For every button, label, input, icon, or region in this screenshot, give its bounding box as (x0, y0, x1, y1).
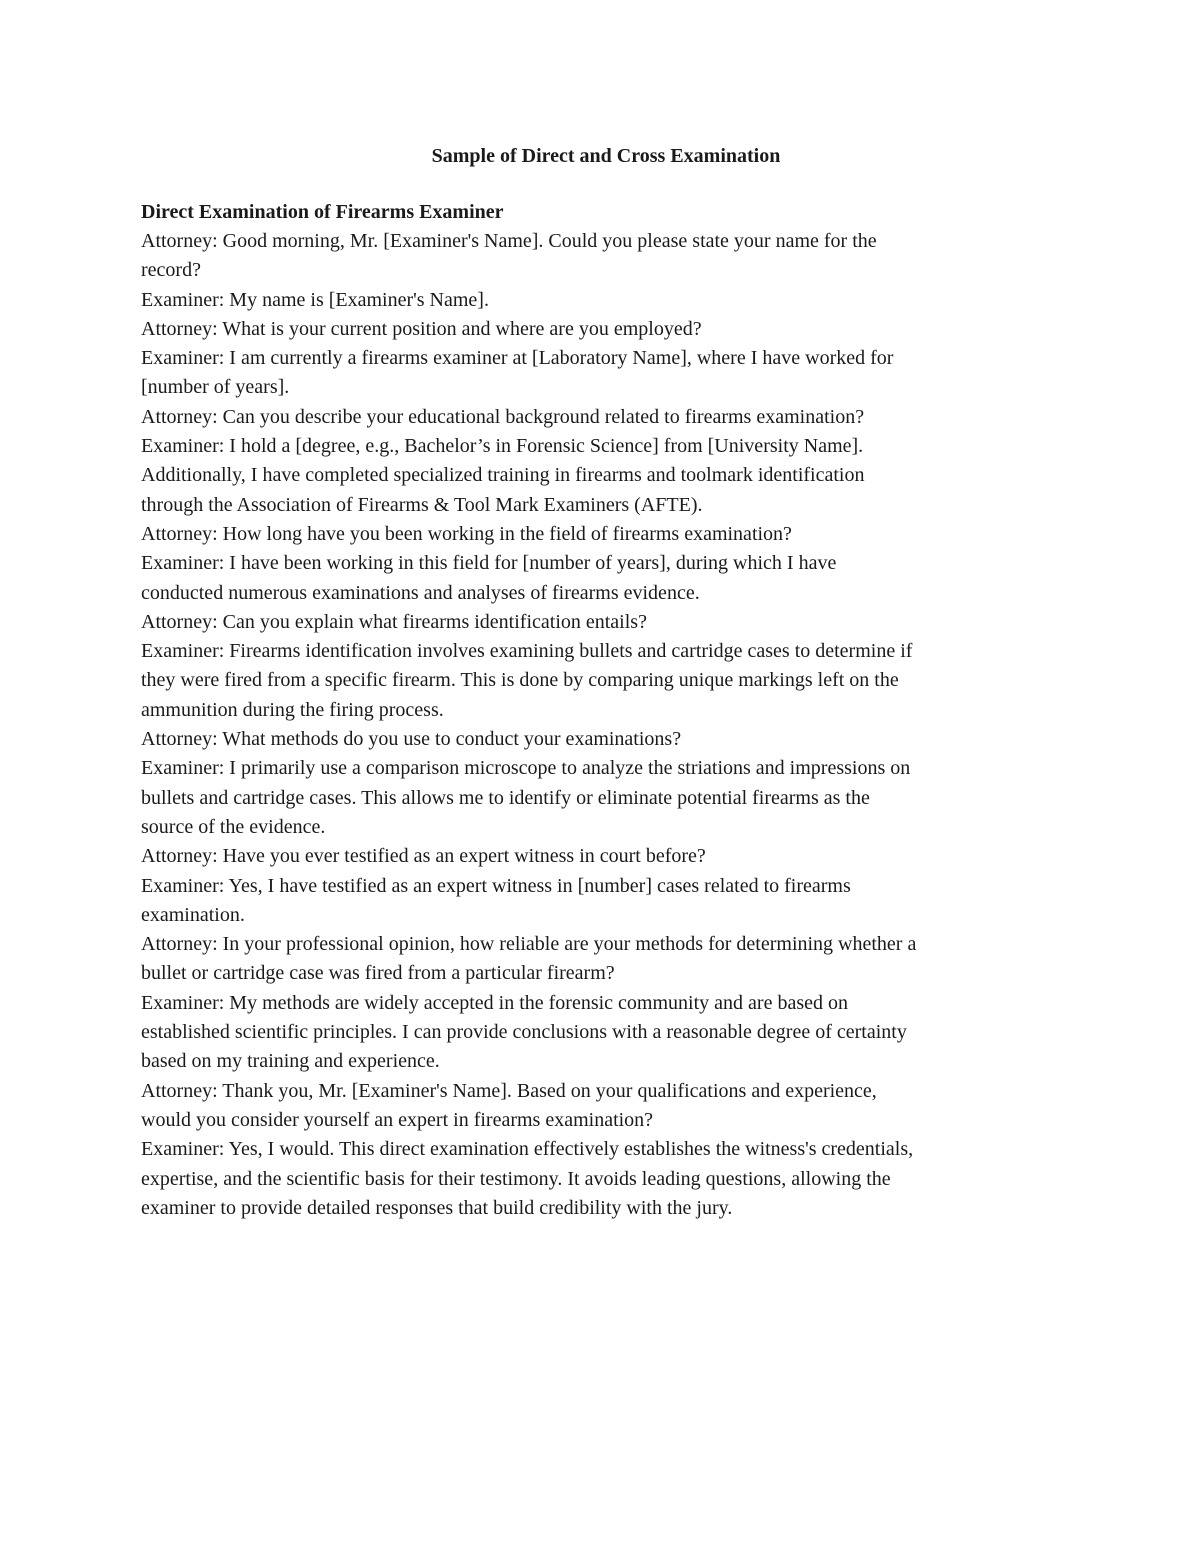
transcript-line: Examiner: I have been working in this field for [number of years], during which I have (141, 552, 837, 575)
transcript-line: Attorney: What is your current position and where are you employed? (141, 317, 702, 340)
transcript-line: Examiner: I primarily use a comparison microscope to analyze the striations and impressions on (141, 757, 911, 780)
transcript-line: bullets and cartridge cases. This allows me to identify or eliminate potential firearms as the (141, 786, 870, 809)
section-heading: Direct Examination of Firearms Examiner (141, 201, 504, 223)
transcript-line: conducted numerous examinations and analyses of firearms evidence. (141, 581, 700, 604)
transcript-line: Attorney: What methods do you use to conduct your examinations? (141, 728, 682, 751)
transcript-line: based on my training and experience. (141, 1050, 440, 1073)
transcript-line: Examiner: My methods are widely accepted in the forensic community and are based on (141, 991, 848, 1014)
transcript-line: Examiner: Yes, I have testified as an expert witness in [number] cases related to firearms (141, 874, 851, 897)
transcript-line: Attorney: In your professional opinion, how reliable are your methods for determining whether a (141, 933, 917, 956)
transcript-line: examiner to provide detailed responses that build credibility with the jury. (141, 1196, 733, 1219)
document-page (141, 140, 1071, 1223)
transcript-line: ammunition during the firing process. (141, 698, 444, 721)
transcript-line: source of the evidence. (141, 815, 326, 838)
transcript-line: bullet or cartridge case was fired from a particular firearm? (141, 962, 615, 985)
transcript-line: Examiner: My name is [Examiner's Name]. (141, 288, 489, 311)
transcript-line: Attorney: Have you ever testified as an expert witness in court before? (141, 845, 706, 868)
transcript-line: Attorney: Can you explain what firearms identification entails? (141, 610, 647, 633)
transcript-line: examination. (141, 903, 245, 926)
transcript-line: would you consider yourself an expert in firearms examination? (141, 1108, 654, 1131)
transcript-line: established scientific principles. I can provide conclusions with a reasonable degree of certainty (141, 1021, 907, 1044)
transcript-line: Examiner: I hold a [degree, e.g., Bachelor’s in Forensic Science] from [University Name]. (141, 435, 864, 458)
transcript-line: Attorney: Thank you, Mr. [Examiner's Name]. Based on your qualifications and experience, (141, 1079, 877, 1102)
transcript-line: Examiner: Firearms identification involves examining bullets and cartridge cases to determine if (141, 640, 913, 663)
transcript-line: Attorney: Good morning, Mr. [Examiner's Name]. Could you please state your name for the (141, 230, 877, 252)
transcript-line: Examiner: I am currently a firearms examiner at [Laboratory Name], where I have worked for (141, 347, 894, 370)
transcript-line: through the Association of Firearms & Tool Mark Examiners (AFTE). (141, 493, 703, 516)
transcript-line: Attorney: Can you describe your educational background related to firearms examination? (141, 405, 865, 428)
transcript-line: Additionally, I have completed specialized training in firearms and toolmark identification (141, 464, 865, 487)
document-title: Sample of Direct and Cross Examination (431, 145, 781, 167)
transcript-line: [number of years]. (141, 376, 290, 399)
transcript-line: Attorney: How long have you been working in the field of firearms examination? (141, 522, 792, 545)
transcript-line: expertise, and the scientific basis for their testimony. It avoids leading questions, allowing the (141, 1167, 891, 1190)
transcript-line: record? (141, 259, 201, 282)
transcript-line: Examiner: Yes, I would. This direct examination effectively establishes the witness's credentials, (141, 1138, 914, 1161)
transcript-line: they were fired from a specific firearm. This is done by comparing unique markings left on the (141, 669, 899, 692)
transcript-body (141, 227, 1071, 1223)
